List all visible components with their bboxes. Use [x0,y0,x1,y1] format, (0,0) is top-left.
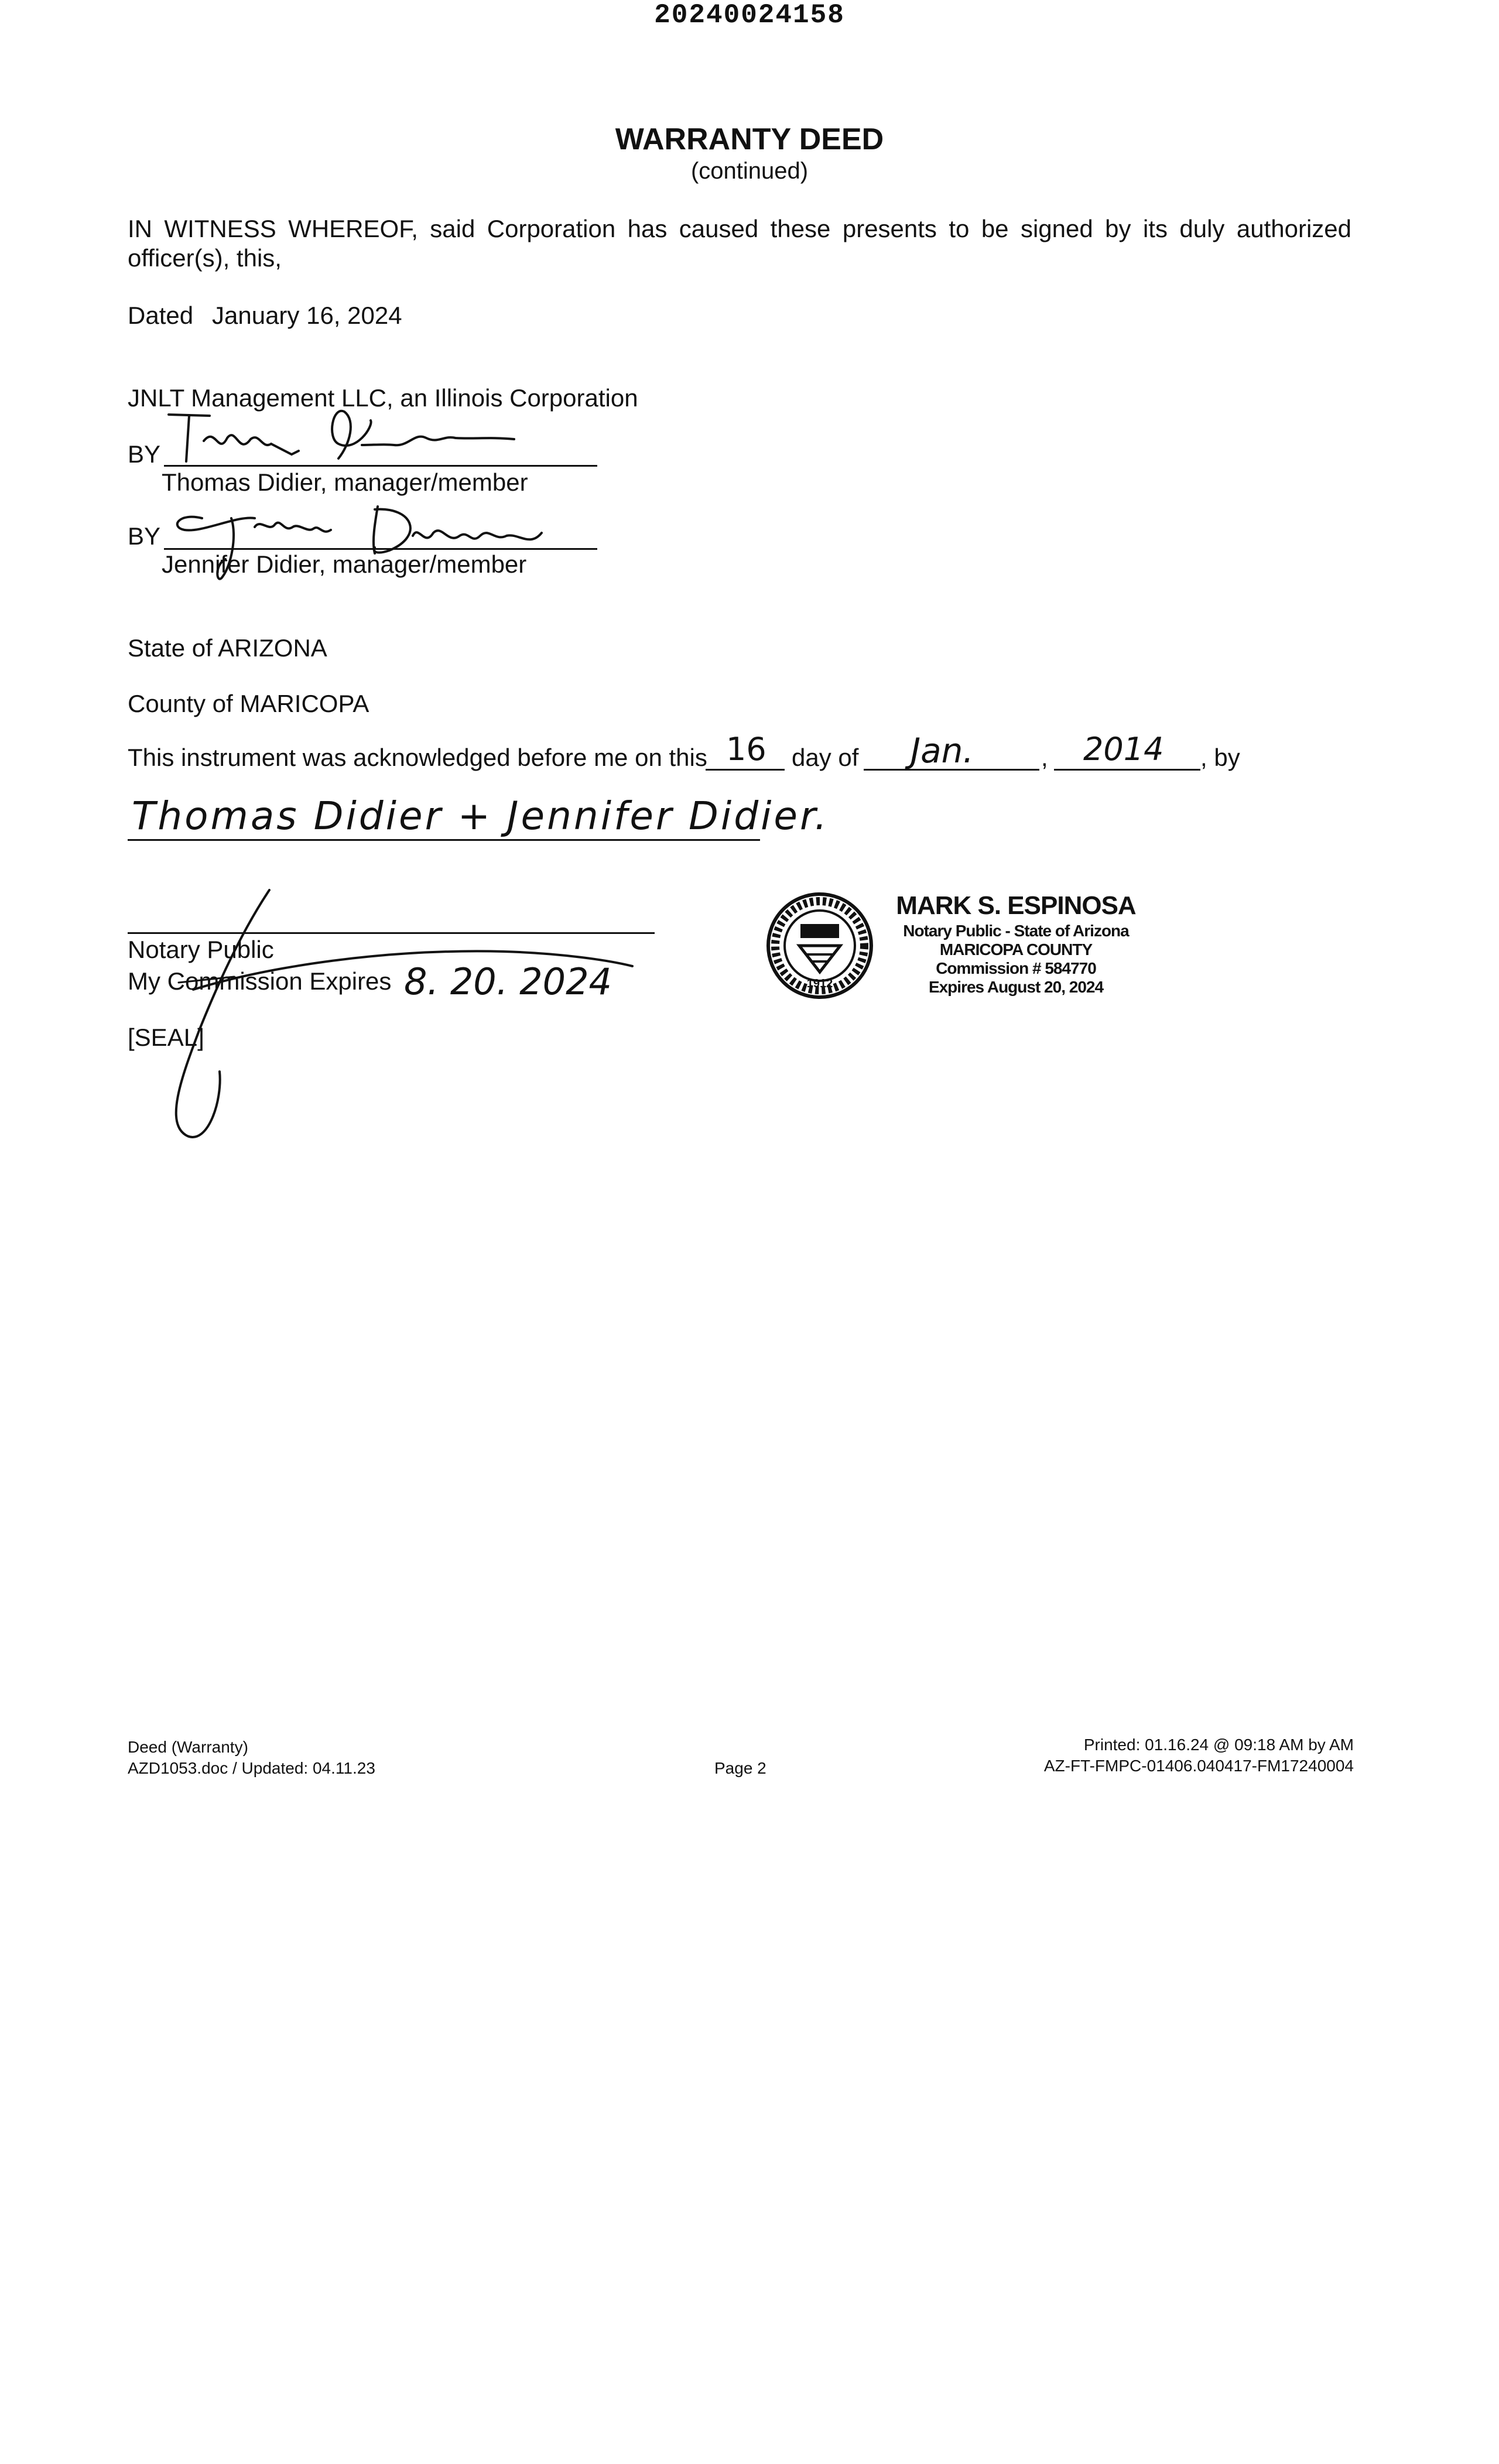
handwritten-names: Thomas Didier + Jennifer Didier. [132,793,830,839]
footer-right-line-2: AZ-FT-FMPC-01406.040417-FM17240004 [1043,1757,1354,1775]
stamp-line-4: Expires August 20, 2024 [928,978,1104,996]
dated-label: Dated [128,302,194,329]
commission-expires-label: My Commission Expires [128,967,392,995]
by-label-1: BY [128,440,161,468]
handwritten-month: Jan. [911,731,974,771]
grantor-entity: JNLT Management LLC, an Illinois Corporation [128,384,638,412]
dated-value: January 16, 2024 [212,302,402,329]
signer-name-title-1: Thomas Didier, manager/member [162,468,528,496]
state-line: State of ARIZONA [128,634,327,662]
comma-separator: , [1041,744,1048,771]
county-line: County of MARICOPA [128,690,369,717]
signer-name-title-2: Jennifer Didier, manager/member [162,550,527,578]
page-subtitle: (continued) [690,158,809,184]
page-title: WARRANTY DEED [615,122,884,156]
day-of-label: day of [792,744,859,771]
acknowledgment-text: This instrument was acknowledged before me on this [128,744,707,771]
notary-seal-emblem [764,890,875,1001]
by-label: , by [1200,744,1240,771]
signature-notary [152,878,650,1148]
stamp-line-3: Commission # 584770 [936,959,1096,977]
signature-thomas-didier [163,403,584,467]
year-blank [1054,769,1200,771]
handwritten-day: 16 [726,731,766,768]
handwritten-expiration: 8. 20. 2024 [404,960,612,1003]
day-blank [706,769,785,771]
handwritten-year: 2014 [1083,731,1164,768]
seal-label: [SEAL] [128,1024,204,1051]
document-number: 20240024158 [654,0,845,30]
by-label-2: BY [128,522,161,550]
footer-left-line-1: Deed (Warranty) [128,1738,248,1756]
notary-public-label: Notary Public [128,936,274,963]
stamp-name: MARK S. ESPINOSA [896,891,1136,920]
witness-paragraph: IN WITNESS WHEREOF, said Corporation has caused these presents to be signed by its duly authorized officer(s), this, [128,215,1351,272]
footer-right-line-1: Printed: 01.16.24 @ 09:18 AM by AM [1083,1736,1354,1754]
footer-page-number: Page 2 [714,1759,766,1777]
seal-year: 1912 [806,977,833,990]
stamp-line-1: Notary Public - State of Arizona [903,922,1129,940]
names-line [128,839,760,841]
footer-left-line-2: AZD1053.doc / Updated: 04.11.23 [128,1759,375,1777]
stamp-line-2: MARICOPA COUNTY [939,940,1093,959]
